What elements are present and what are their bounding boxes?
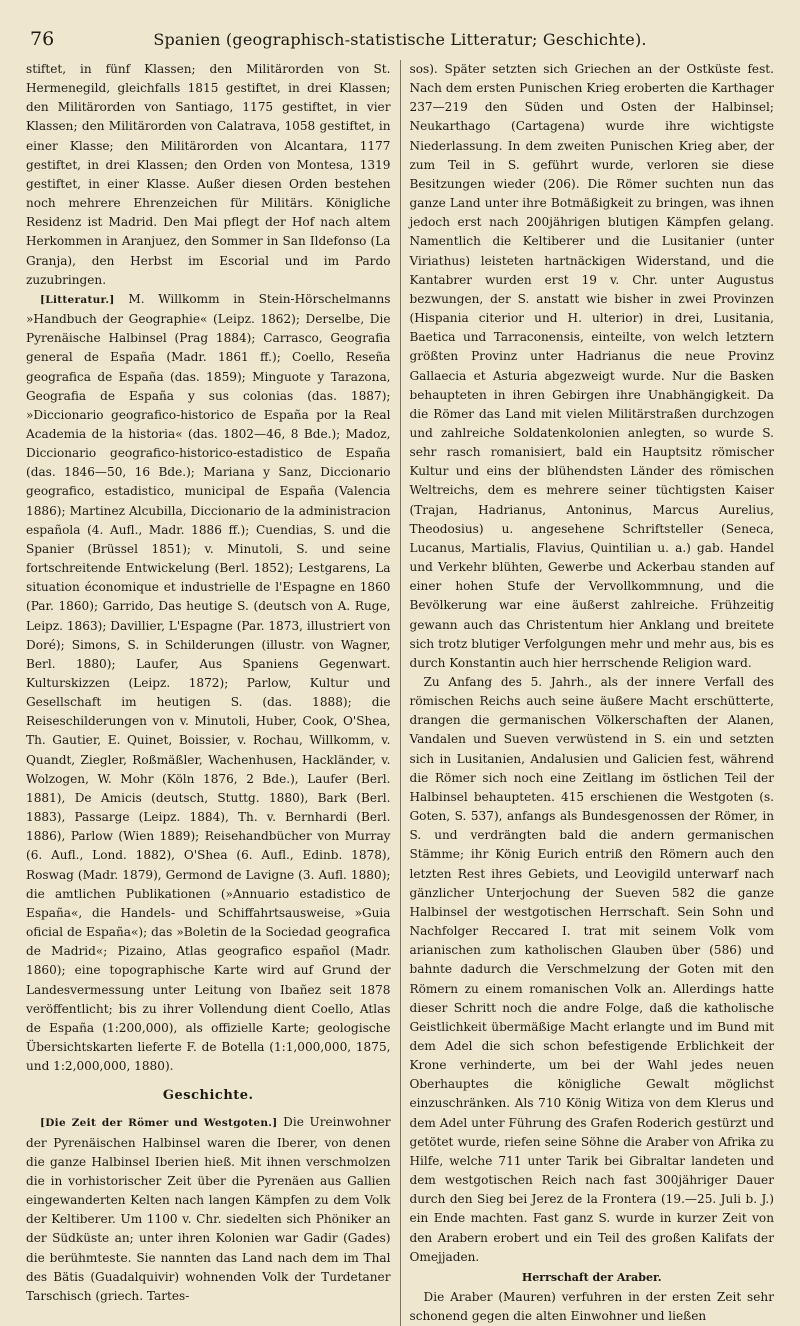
literature-label: [Litteratur.] <box>40 293 115 306</box>
text-columns <box>26 60 774 1326</box>
section-title-history: Geschichte. <box>162 1088 254 1104</box>
paragraph-literature <box>26 290 391 1076</box>
page-number: 76 <box>30 28 55 50</box>
paragraph-westgoths: Zu Anfang des 5. Jahrh., als der innere Verfall des römischen Reichs auch seine äußere Macht erschütterte, drangen die germanischen Völkerschaften der Alanen, Vandalen und Sueven verwüstend in S. ein und setzten sich in Lusitanien, Andalusien und Galicien fest, während die Römer sich noch eine Zeitlang im östlichen Teil der Halbinsel behaupteten. 415 erschienen die Westgoten (s. Goten, S. 537), anfangs als Bundesgenossen der Römer, in S. und verdrängten bald die andern germanischen Stämme; ihr König Eurich entriß den Römern auch den letzten Rest ihres Gebiets, und Leovigild unterwarf nach gänzlicher Unterjochung der Sueven 582 die ganze Halbinsel der westgotischen Herrschaft. Sein Sohn und Nachfolger Reccared I. trat mit seinem Volk vom arianischen zum katholischen Glauben über (586) und bahnte dadurch die Verschmelzung der Goten mit den Römern zu einem romanischen Volk an. Allerdings hatte dieser Schritt noch die andre Folge, daß die katholische Geistlichkeit übermäßige Macht erlangte und im Bund mit dem Adel die sich schon befestigende Erblichkeit der Krone verhinderte, um bei der Wahl jedes neuen Oberhauptes die königliche Gewalt möglichst einzuschränken. Als 710 König Witiza von dem Klerus und dem Adel unter Führung des Grafen Roderich gestürzt und getötet wurde, riefen seine Söhne die Araber von Afrika zu Hilfe, welche 711 unter Tarik bei Gibraltar landeten und dem westgotischen Reich nach fast 300jähriger Dauer durch den Sieg bei Jerez de la Frontera (19.—25. Juli b. J.) ein Ende machten. Fast ganz S. wurde in kurzer Zeit von den Arabern erobert und ein Teil des großen Kalifats der Omejjaden. <box>409 675 774 1264</box>
page-header <box>26 22 774 56</box>
paragraph-arabs: Die Araber (Mauren) verfuhren in der ersten Zeit sehr schonend gegen die alten Einwohner und ließen <box>409 1290 774 1324</box>
right-column <box>400 60 775 1326</box>
paragraph-orders: stiftet, in fünf Klassen; den Militärorden von St. Hermenegild, gleichfalls 1815 gestiftet, in drei Klassen; den Militärorden von Santiago, 1175 gestiftet, in vier Klassen; den Militärorden von Calatrava, 1058 gestiftet, in einer Klasse; den Militärorden von Alcantara, 1177 gestiftet, in drei Klassen; den Orden von Montesa, 1319 gestiftet, in einer Klasse. Außer diesen Orden bestehen noch mehrere Ehrenzeichen für Militärs. Königliche Residenz ist Madrid. Den Mai pflegt der Hof nach altem Herkommen in Aranjuez, den Sommer in San Ildefonso (La Granja), den Herbst im Escorial und im Pardo zuzubringen. <box>26 62 391 287</box>
history-label: [Die Zeit der Römer und Westgoten.] <box>40 1117 278 1130</box>
paragraph-history-intro <box>26 1113 391 1306</box>
literature-text: M. Willkomm in Stein-Hörschelmanns »Handbuch der Geographie« (Leipz. 1862); Derselbe, Die Pyrenäische Halbinsel (Prag 1884); Carrasco, Geografia general de España (Madr. 1861 ff.); Coello, Reseña geografica de España (das. 1859); Minguote y Tarazona, Geografia de España y sus colonias (das. 1887); »Diccionario geografico-historico de España por la Real Academia de la historia« (das. 1802—46, 8 Bde.); Madoz, Diccionario geografico-historico-estadistico de España (das. 1846—50, 16 Bde.); Mariana y Sanz, Diccionario geografico, estadistico, municipal de España (Valencia 1886); Martinez Alcubilla, Diccionario de la administracion española (4. Aufl., Madr. 1886 ff.); Cuendias, S. und die Spanier (Brüssel 1851); v. Minutoli, S. und seine fortschreitende Entwickelung (Berl. 1852); Lestgarens, La situation économique et industrielle de l'Espagne en 1860 (Par. 1860); Garrido, Das heutige S. (deutsch von A. Ruge, Leipz. 1863); Davillier, L'Espagne (Par. 1873, illustriert von Doré); Simons, S. in Schilderungen (illustr. von Wagner, Berl. 1880); Laufer, Aus Spaniens Gegenwart. Kulturskizzen (Leipz. 1872); Parlow, Kultur und Gesellschaft im heutigen S. (das. 1888); die Reiseschilderungen von v. Minutoli, Huber, Cook, O'Shea, Th. Gautier, E. Quinet, Boissier, v. Rochau, Willkomm, v. Quandt, Ziegler, Roßmäßler, Wachenhusen, Hackländer, v. Wolzogen, W. Mohr (Köln 1876, 2 Bde.), Laufer (Berl. 1881), De Amicis (deutsch, Stuttg. 1880), Bark (Berl. 1883), Passarge (Leipz. 1884), Th. v. Bernhardi (Berl. 1886), Parlow (Wien 1889); Reisehandbücher von Murray (6. Aufl., Lond. 1882), O'Shea (6. Aufl., Edinb. 1878), Roswag (Madr. 1879), Germond de Lavigne (3. Aufl. 1880); die amtlichen Publikationen (»Annuario estadistico de España«, die Handels- und Schiffahrtsausweise, »Guia oficial de España«); das »Boletin de la Sociedad geografica de Madrid«; Pizaino, Atlas geografico español (Madr. 1860); eine topographische Karte wird auf Grund der Landesvermessung unter Leitung von Ibañez seit 1878 veröffentlicht; bis zu ihrer Vollendung dient Coello, Atlas de España (1:200,000), als offizielle Karte; geologische Übersichtskarten lieferte F. de Botella (1:1,000,000, 1875, und 1:2,000,000, 1880). <box>26 291 391 1074</box>
left-column <box>26 60 400 1326</box>
running-title: Spanien (geographisch-statistische Litteratur; Geschichte). <box>153 30 647 49</box>
history-text: Die Ureinwohner der Pyrenäischen Halbinsel waren die Iberer, von denen die ganze Halbinsel Iberien hieß. Mit ihnen verschmolzen die in vorhistorischer Zeit über die Pyrenäen aus Gallien eingewanderten Kelten nach langen Kämpfen zu dem Volk der Keltiberer. Um 1100 v. Chr. siedelten sich Phöniker an der Südküste an; unter ihren Kolonien war Gadir (Gades) die berühmteste. Sie nannten das Land nach dem im Thal des Bätis (Guadalquivir) wohnenden Volk der Turdetaner Tarschisch (griech. Tartes- <box>26 1115 391 1303</box>
paragraph-romans: sos). Später setzten sich Griechen an der Ostküste fest. Nach dem ersten Punischen Krieg eroberten die Karthager 237—219 den Süden und Osten der Halbinsel; Neukarthago (Cartagena) wurde ihre wichtigste Niederlassung. In dem zweiten Punischen Krieg aber, der zum Teil in S. geführt wurde, verloren sie diese Besitzungen wieder (206). Die Römer suchten nun das ganze Land unter ihre Botmäßigkeit zu bringen, was ihnen jedoch erst nach 200jährigen blutigen Kämpfen gelang. Namentlich die Keltiberer und die Lusitanier (unter Viriathus) leisteten hartnäckigen Widerstand, und die Kantabrer wurden erst 19 v. Chr. unter Augustus bezwungen, der S. anstatt wie bisher in zwei Provinzen (Hispania citerior und H. ulterior) in drei, Lusitania, Baetica und Tarraconensis, einteilte, von welch letztern größten Provinz unter Hadrianus die neue Provinz Gallaecia et Asturia abgezweigt wurde. Nur die Basken behaupteten in ihren Gebirgen ihre Unabhängigkeit. Da die Römer das Land mit vielen Militärstraßen durchzogen und zahlreiche Soldatenkolonien anlegten, so wurde S. sehr rasch romanisiert, bald ein Hauptsitz römischer Kultur und eins der blühendsten Länder des römischen Weltreichs, dem es mehrere seiner tüchtigsten Kaiser (Trajan, Hadrianus, Antoninus, Marcus Aurelius, Theodosius) u. angesehene Schriftsteller (Seneca, Lucanus, Martialis, Flavius, Quintilian u. a.) gab. Handel und Verkehr blühten, Gewerbe und Ackerbau standen auf einer hohen Stufe der Vervollkommnung, und die Bevölkerung war eine äußerst zahlreiche. Frühzeitig gewann auch das Christentum hier Anklang und breitete sich trotz blutiger Verfolgungen mehr und mehr aus, bis es durch Konstantin auch hier herrschende Religion ward. <box>409 62 774 670</box>
subheading-arab-rule: Herrschaft der Araber. <box>521 1270 662 1284</box>
